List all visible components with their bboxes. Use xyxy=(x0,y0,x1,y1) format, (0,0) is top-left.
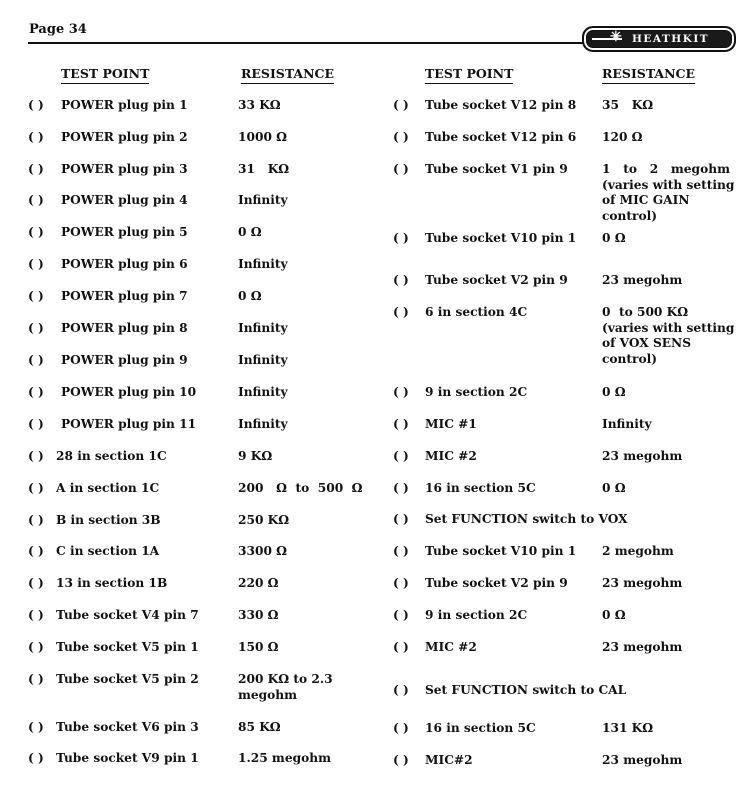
resistance-value: 2 megohm xyxy=(602,544,674,558)
resistance-value: 3300 Ω xyxy=(238,544,288,558)
checkbox[interactable]: ( ) xyxy=(393,753,409,767)
resistance-value: 23 megohm xyxy=(602,273,683,287)
test-point-label: Set FUNCTION switch to CAL xyxy=(425,683,627,697)
checkbox[interactable]: ( ) xyxy=(393,130,409,144)
test-point-label: Tube socket V6 pin 3 xyxy=(56,720,199,734)
resistance-value: 35 KΩ xyxy=(602,98,654,112)
test-point-label: MIC #2 xyxy=(425,640,477,654)
resistance-value: 131 KΩ xyxy=(602,721,654,735)
resistance-value: Infinity xyxy=(238,321,288,335)
resistance-value: 31 KΩ xyxy=(238,162,290,176)
checkbox[interactable]: ( ) xyxy=(393,683,409,697)
test-point-label: Tube socket V5 pin 2 xyxy=(56,672,199,686)
right-test-point-header: TEST POINT xyxy=(425,66,513,84)
checkbox[interactable]: ( ) xyxy=(28,751,44,765)
resistance-value: 330 Ω xyxy=(238,608,279,622)
test-point-label: B in section 3B xyxy=(56,513,161,527)
checkbox[interactable]: ( ) xyxy=(28,417,44,431)
heathkit-logo xyxy=(582,26,736,52)
test-point-label: POWER plug pin 2 xyxy=(61,130,188,144)
left-test-point-header: TEST POINT xyxy=(61,66,149,84)
test-point-label: 9 in section 2C xyxy=(425,608,528,622)
test-point-label: MIC #2 xyxy=(425,449,477,463)
resistance-value: 0 Ω xyxy=(602,231,626,245)
resistance-value: 23 megohm xyxy=(602,576,683,590)
checkbox[interactable]: ( ) xyxy=(393,640,409,654)
checkbox[interactable]: ( ) xyxy=(28,257,44,271)
checkbox[interactable]: ( ) xyxy=(28,481,44,495)
resistance-value: 0 Ω xyxy=(238,289,262,303)
test-point-label: 6 in section 4C xyxy=(425,305,528,319)
resistance-value: Infinity xyxy=(238,257,288,271)
test-point-label: POWER plug pin 1 xyxy=(61,98,188,112)
checkbox[interactable]: ( ) xyxy=(28,640,44,654)
test-point-label: MIC#2 xyxy=(425,753,473,767)
checkbox[interactable]: ( ) xyxy=(28,672,44,686)
checkbox[interactable]: ( ) xyxy=(393,273,409,287)
resistance-value: 0 Ω xyxy=(602,608,626,622)
resistance-value: 23 megohm xyxy=(602,640,683,654)
test-point-label: POWER plug pin 4 xyxy=(61,193,188,207)
test-point-label: POWER plug pin 7 xyxy=(61,289,188,303)
test-point-label: POWER plug pin 3 xyxy=(61,162,188,176)
checkbox[interactable]: ( ) xyxy=(393,721,409,735)
resistance-value: 0 Ω xyxy=(602,385,626,399)
test-point-label: 13 in section 1B xyxy=(56,576,168,590)
checkbox[interactable]: ( ) xyxy=(393,385,409,399)
checkbox[interactable]: ( ) xyxy=(28,449,44,463)
resistance-value: 33 KΩ xyxy=(238,98,281,112)
test-point-label: 9 in section 2C xyxy=(425,385,528,399)
checkbox[interactable]: ( ) xyxy=(393,544,409,558)
resistance-value: Infinity xyxy=(238,353,288,367)
checkbox[interactable]: ( ) xyxy=(28,193,44,207)
checkbox[interactable]: ( ) xyxy=(28,720,44,734)
test-point-label: C in section 1A xyxy=(56,544,160,558)
test-point-label: Tube socket V12 pin 8 xyxy=(425,98,577,112)
test-point-label: POWER plug pin 6 xyxy=(61,257,188,271)
resistance-value: 120 Ω xyxy=(602,130,643,144)
checkbox[interactable]: ( ) xyxy=(28,225,44,239)
resistance-value: Infinity xyxy=(602,417,652,431)
checkbox[interactable]: ( ) xyxy=(393,576,409,590)
resistance-value: 220 Ω xyxy=(238,576,279,590)
test-point-label: Tube socket V2 pin 9 xyxy=(425,273,568,287)
resistance-value: 1.25 megohm xyxy=(238,751,331,765)
test-point-label: Tube socket V5 pin 1 xyxy=(56,640,199,654)
test-point-label: Tube socket V2 pin 9 xyxy=(425,576,568,590)
checkbox[interactable]: ( ) xyxy=(393,608,409,622)
left-resistance-header: RESISTANCE xyxy=(241,66,334,84)
resistance-value: Infinity xyxy=(238,417,288,431)
test-point-label: POWER plug pin 5 xyxy=(61,225,188,239)
header-rule xyxy=(28,42,588,44)
test-point-label: A in section 1C xyxy=(56,481,160,495)
checkbox[interactable]: ( ) xyxy=(28,130,44,144)
resistance-value: 200 Ω to 500 Ω xyxy=(238,481,363,495)
resistance-value: 85 KΩ xyxy=(238,720,281,734)
checkbox[interactable]: ( ) xyxy=(393,305,409,319)
right-resistance-header: RESISTANCE xyxy=(602,66,695,84)
checkbox[interactable]: ( ) xyxy=(393,231,409,245)
checkbox[interactable]: ( ) xyxy=(393,512,409,526)
logo-text: HEATHKIT xyxy=(632,33,710,45)
resistance-value: Infinity xyxy=(238,385,288,399)
test-point-label: 16 in section 5C xyxy=(425,481,536,495)
resistance-value: Infinity xyxy=(238,193,288,207)
resistance-value: 1 to 2 megohm (varies with setting of MIC GAIN control) xyxy=(602,162,735,223)
test-point-label: Tube socket V10 pin 1 xyxy=(425,544,577,558)
test-point-label: POWER plug pin 10 xyxy=(61,385,197,399)
test-point-label: 28 in section 1C xyxy=(56,449,167,463)
test-point-label: Tube socket V4 pin 7 xyxy=(56,608,199,622)
test-point-label: 16 in section 5C xyxy=(425,721,536,735)
checkbox[interactable]: ( ) xyxy=(393,98,409,112)
resistance-value: 23 megohm xyxy=(602,449,683,463)
test-point-label: Tube socket V9 pin 1 xyxy=(56,751,199,765)
resistance-value: 1000 Ω xyxy=(238,130,288,144)
checkbox[interactable]: ( ) xyxy=(393,481,409,495)
page-number: Page 34 xyxy=(29,22,87,37)
checkbox[interactable]: ( ) xyxy=(28,576,44,590)
checkbox[interactable]: ( ) xyxy=(28,321,44,335)
checkbox[interactable]: ( ) xyxy=(28,608,44,622)
test-point-label: Tube socket V1 pin 9 xyxy=(425,162,568,176)
checkbox[interactable]: ( ) xyxy=(28,513,44,527)
checkbox[interactable]: ( ) xyxy=(28,385,44,399)
test-point-label: Tube socket V12 pin 6 xyxy=(425,130,577,144)
resistance-value: 0 Ω xyxy=(238,225,262,239)
test-point-label: Tube socket V10 pin 1 xyxy=(425,231,577,245)
resistance-value: 23 megohm xyxy=(602,753,683,767)
resistance-value: 250 KΩ xyxy=(238,513,290,527)
checkbox[interactable]: ( ) xyxy=(28,544,44,558)
test-point-label: POWER plug pin 11 xyxy=(61,417,197,431)
resistance-value: 150 Ω xyxy=(238,640,279,654)
checkbox[interactable]: ( ) xyxy=(393,162,409,176)
resistance-value: 200 KΩ to 2.3 megohm xyxy=(238,672,333,702)
checkbox[interactable]: ( ) xyxy=(28,289,44,303)
logo-emblem-icon xyxy=(592,33,628,45)
checkbox[interactable]: ( ) xyxy=(393,449,409,463)
checkbox[interactable]: ( ) xyxy=(28,98,44,112)
resistance-value: 0 to 500 KΩ (varies with setting of VOX SENS control) xyxy=(602,305,735,366)
checkbox[interactable]: ( ) xyxy=(28,353,44,367)
resistance-value: 9 KΩ xyxy=(238,449,273,463)
test-point-label: POWER plug pin 9 xyxy=(61,353,188,367)
resistance-value: 0 Ω xyxy=(602,481,626,495)
checkbox[interactable]: ( ) xyxy=(28,162,44,176)
test-point-label: Set FUNCTION switch to VOX xyxy=(425,512,628,526)
test-point-label: POWER plug pin 8 xyxy=(61,321,188,335)
checkbox[interactable]: ( ) xyxy=(393,417,409,431)
test-point-label: MIC #1 xyxy=(425,417,477,431)
